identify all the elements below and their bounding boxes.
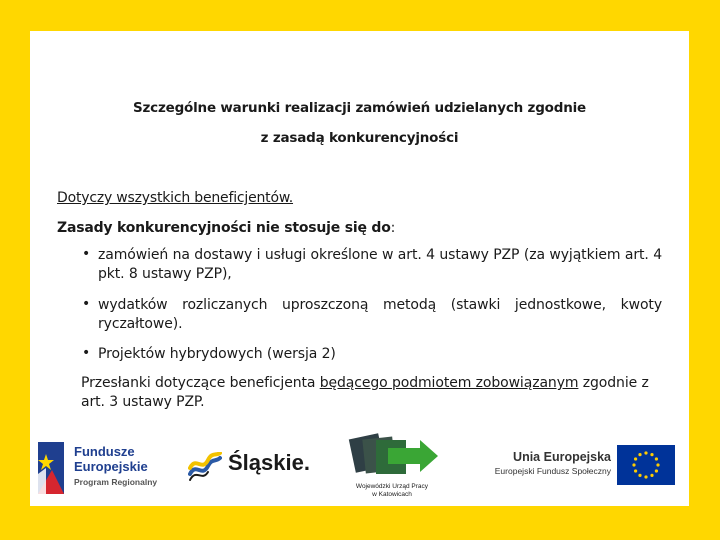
closing-paragraph: [81, 374, 661, 412]
rule-intro-bold: Zasady konkurencyjności nie stosuje się do: [57, 220, 391, 236]
slaskie-wave-icon: [188, 452, 222, 482]
fe-line-1: Fundusze: [74, 444, 135, 459]
bullet-text-1: zamówień na dostawy i usługi określone w art. 4 ustawy PZP (za wyjątkiem art. 4 pkt. 8 ustawy PZP),: [98, 247, 662, 282]
bullet-symbol-3: •: [82, 345, 91, 361]
closing-part-1: Przesłanki dotyczące beneficjenta: [81, 375, 320, 391]
logo-strip: [30, 428, 689, 506]
fe-line-3: Program Regionalny: [74, 477, 158, 487]
fe-emblem-icon: [36, 440, 68, 496]
closing-underlined: będącego podmiotem zobowiązanym: [319, 375, 579, 391]
bullet-symbol-1: •: [82, 246, 91, 262]
title-line-2: z zasadą konkurencyjności: [260, 130, 459, 146]
bullet-symbol-2: •: [82, 296, 91, 312]
eu-logo: [470, 442, 685, 492]
slaskie-text: Śląskie.: [228, 450, 310, 475]
eu-line-1: Unia Europejska: [513, 450, 611, 464]
slide: [30, 31, 689, 506]
closing-part-2: zgodnie z art. 3 ustawy PZP.: [81, 375, 649, 410]
rule-intro: [57, 220, 395, 236]
rule-intro-colon: :: [390, 220, 396, 236]
fe-line-2: Europejskie: [74, 459, 148, 474]
title-line-1: Szczególne warunki realizacji zamówień udzielanych zgodnie: [132, 100, 586, 116]
bullet-text-2: wydatków rozliczanych uproszczoną metodą (stawki jednostkowe, kwoty ryczałtowe).: [98, 297, 662, 332]
eu-flag-icon: [617, 445, 675, 485]
wup-line-1: Wojewódzki Urząd Pracy: [355, 483, 429, 490]
wup-cards-icon: [348, 432, 440, 476]
wup-line-2: w Katowicach: [372, 491, 412, 498]
eu-line-2: Europejski Fundusz Społeczny: [494, 466, 611, 476]
bullet-text-3: Projektów hybrydowych (wersja 2): [98, 346, 336, 362]
fundusze-europejskie-logo: [36, 438, 186, 498]
applies-to-note: Dotyczy wszystkich beneficjentów.: [57, 190, 294, 206]
slaskie-logo: [188, 448, 318, 488]
wup-katowice-logo: [342, 432, 447, 506]
